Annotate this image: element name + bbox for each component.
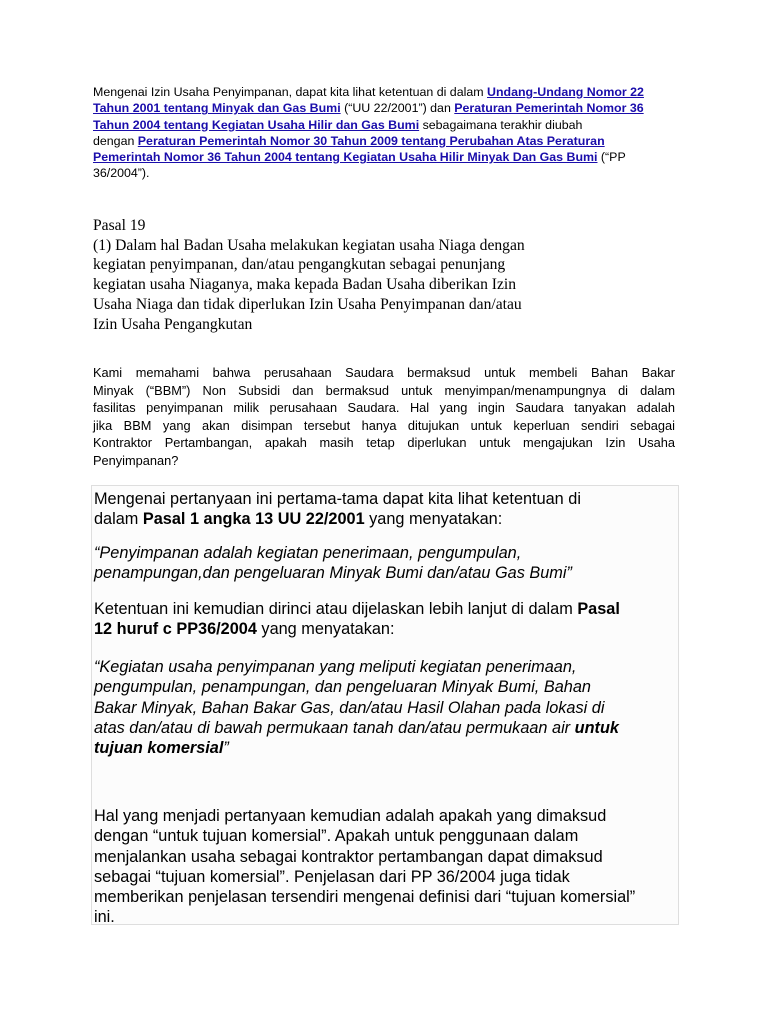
- answer-paragraph-3: [94, 599, 620, 640]
- link-pp-30-2009-cont[interactable]: Pemerintah Nomor 36 Tahun 2004 tentang Kegiatan Usaha Hilir Minyak Dan Gas Bumi: [93, 150, 598, 165]
- intro-line-1: [93, 84, 678, 100]
- answer-text: Ketentuan ini kemudian dirinci atau dijelaskan lebih lanjut di dalam: [94, 600, 578, 618]
- intro-line-4: [93, 133, 678, 149]
- citation-pasal-12-cont: 12 huruf c PP36/2004: [94, 620, 257, 639]
- link-uu-22-2001-cont[interactable]: Tahun 2001 tentang Minyak dan Gas Bumi: [93, 101, 341, 116]
- intro-text: dengan: [93, 133, 138, 148]
- answer-line: sebagai “tujuan komersial”. Penjelasan dari PP 36/2004 juga tidak: [94, 867, 570, 886]
- answer-paragraph-5: [94, 806, 635, 928]
- quote-text: ”: [223, 739, 229, 758]
- quote-line: pengumpulan, penampungan, dan pengeluaran Minyak Bumi, Bahan: [94, 678, 591, 697]
- question-line: Penyimpanan?: [93, 452, 179, 468]
- question-line: Kontraktor Pertambangan, apakah masih tetap diperlukan untuk mengajukan Izin Usaha: [93, 435, 675, 450]
- pasal-title: Pasal 19: [93, 217, 146, 234]
- answer-paragraph-1: [94, 489, 581, 530]
- quote-line: [94, 718, 619, 738]
- intro-text: (“PP: [597, 150, 626, 165]
- intro-line-2: [93, 100, 678, 116]
- quote-text: atas dan/atau di bawah permukaan tanah dan/atau permukaan air: [94, 718, 575, 737]
- quote-line: penampungan,dan pengeluaran Minyak Bumi dan/atau Gas Bumi”: [94, 564, 572, 583]
- intro-line-6: 36/2004”).: [93, 166, 150, 181]
- answer-line: ini.: [94, 908, 115, 927]
- link-pp-36-2004[interactable]: Peraturan Pemerintah Nomor 36: [454, 101, 644, 116]
- answer-box: [91, 485, 679, 925]
- answer-line: memberikan penjelasan tersendiri mengenai definisi dari “tujuan komersial”: [94, 888, 636, 907]
- pasal-line: kegiatan penyimpanan, dan/atau pengangkutan sebagai penunjang: [93, 256, 506, 274]
- pasal-19-block: [93, 216, 573, 334]
- question-line: fasilitas penyimpanan milik perusahaan Saudara. Hal yang ingin Saudara tanyakan adalah: [93, 400, 675, 415]
- answer-text: yang menyatakan:: [256, 620, 395, 639]
- quote-line: “Penyimpanan adalah kegiatan penerimaan, pengumpulan,: [94, 544, 522, 562]
- question-line: Minyak (“BBM”) Non Subsidi dan bermaksud untuk menyimpan/menampungnya di dalam: [93, 382, 675, 398]
- intro-line-3: [93, 117, 678, 133]
- answer-line: menjalankan usaha sebagai kontraktor pertambangan dapat dimaksud: [94, 847, 603, 866]
- quote-emphasis: tujuan komersial: [94, 739, 224, 758]
- answer-text: yang menyatakan:: [364, 510, 503, 529]
- intro-paragraph: [93, 84, 678, 182]
- question-line: jika BBM yang akan disimpan tersebut hanya ditujukan untuk keperluan sendiri sebagai: [93, 417, 675, 433]
- link-pp-36-2004-cont[interactable]: Tahun 2004 tentang Kegiatan Usaha Hilir dan Gas Bumi: [93, 117, 420, 132]
- link-pp-30-2009[interactable]: Peraturan Pemerintah Nomor 30 Tahun 2009 tentang Perubahan Atas Peraturan: [137, 133, 605, 148]
- answer-text: dalam: [94, 510, 143, 529]
- answer-line: dengan “untuk tujuan komersial”. Apakah untuk penggunaan dalam: [94, 827, 579, 846]
- link-uu-22-2001[interactable]: Undang-Undang Nomor 22: [487, 85, 644, 99]
- quote-line: [94, 738, 619, 758]
- quote-emphasis: untuk: [574, 718, 619, 737]
- citation-pasal-12: Pasal: [577, 600, 620, 618]
- citation-pasal-1: Pasal 1 angka 13 UU 22/2001: [142, 510, 365, 529]
- pasal-line: Usaha Niaga dan tidak diperlukan Izin Usaha Penyimpanan dan/atau: [93, 295, 522, 313]
- answer-line: Mengenai pertanyaan ini pertama-tama dapat kita lihat ketentuan di: [94, 490, 581, 508]
- quote-penyimpanan: [94, 543, 572, 584]
- answer-line: Hal yang menjadi pertanyaan kemudian adalah apakah yang dimaksud: [94, 807, 607, 825]
- question-paragraph: [93, 364, 675, 469]
- quote-kegiatan-usaha: [94, 657, 619, 758]
- quote-line: “Kegiatan usaha penyimpanan yang meliputi kegiatan penerimaan,: [94, 658, 577, 676]
- answer-line: [94, 599, 620, 619]
- answer-line: [94, 619, 620, 639]
- quote-line: Bakar Minyak, Bahan Bakar Gas, dan/atau Hasil Olahan pada lokasi di: [94, 698, 605, 717]
- pasal-line: kegiatan usaha Niaganya, maka kepada Badan Usaha diberikan Izin: [93, 276, 517, 294]
- answer-line: [94, 509, 581, 529]
- question-line: Kami memahami bahwa perusahaan Saudara bermaksud untuk membeli Bahan Bakar: [93, 365, 675, 380]
- intro-line-5: [93, 149, 678, 165]
- intro-text: (“UU 22/2001”) dan: [340, 101, 455, 116]
- pasal-line: Izin Usaha Pengangkutan: [93, 315, 253, 333]
- intro-text: Mengenai Izin Usaha Penyimpanan, dapat kita lihat ketentuan di dalam: [93, 85, 487, 99]
- pasal-line: (1) Dalam hal Badan Usaha melakukan kegiatan usaha Niaga dengan: [93, 236, 525, 254]
- intro-text: sebagaimana terakhir diubah: [419, 117, 583, 132]
